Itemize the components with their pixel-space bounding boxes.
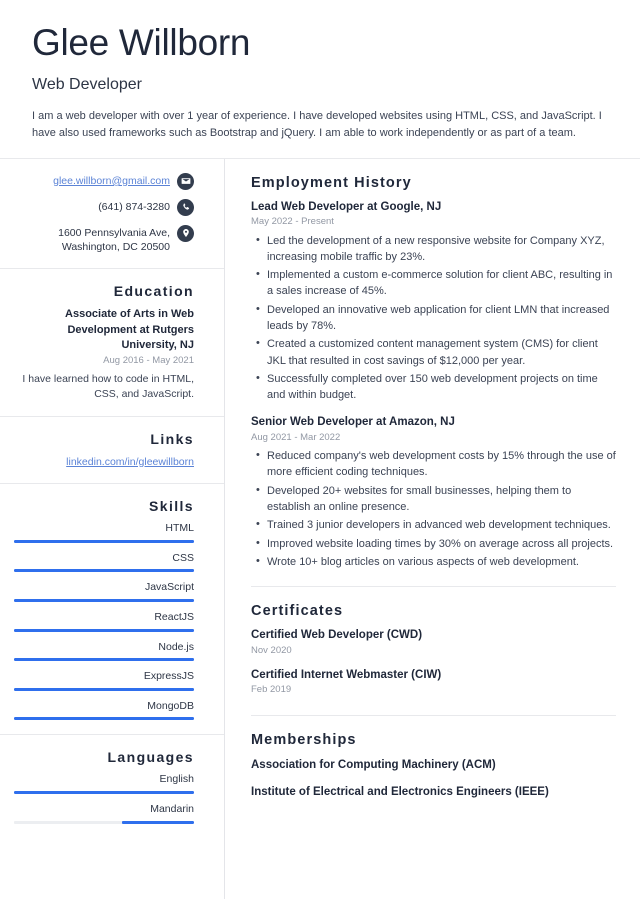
links-heading: Links (150, 430, 194, 447)
education-block (0, 269, 224, 416)
membership-item: Association for Computing Machinery (ACM) (251, 758, 496, 771)
skill-item (14, 522, 194, 543)
employment-entry-date: Aug 2021 - Mar 2022 (251, 431, 341, 443)
skill-fill (14, 688, 194, 691)
skill-fill (14, 569, 194, 572)
employment-entry-date: May 2022 - Present (251, 216, 334, 228)
contact-phone-row[interactable] (14, 199, 194, 216)
phone-icon (177, 199, 194, 216)
skill-fill (14, 658, 194, 661)
link-item[interactable]: linkedin.com/in/gleewillborn (66, 455, 194, 468)
skill-fill (14, 599, 194, 602)
certificates-list (251, 628, 616, 697)
employment-bullet: • Created a customized content management system (CMS) for client JKL that resulted in cost savings of $12,000 per year. (267, 336, 616, 369)
contact-email-value[interactable]: glee.willborn@gmail.com (53, 174, 170, 187)
language-track (14, 821, 194, 824)
skill-label: MongoDB (147, 699, 194, 712)
skill-track (14, 629, 194, 632)
envelope-icon (177, 173, 194, 190)
resume-body (0, 159, 640, 899)
language-track (14, 791, 194, 794)
contact-phone-value: (641) 874-3280 (98, 200, 170, 213)
language-item (14, 803, 194, 824)
contact-email-row[interactable] (14, 173, 194, 190)
skill-label: JavaScript (144, 581, 194, 594)
skill-track (14, 688, 194, 691)
language-item (14, 773, 194, 794)
skill-label: CSS (172, 551, 194, 564)
languages-heading: Languages (107, 749, 194, 766)
memberships-list (251, 757, 616, 800)
employment-entry (251, 415, 616, 570)
employment-bullet: • Improved website loading times by 30% on average across all projects. (267, 536, 616, 552)
employment-heading: Employment History (251, 174, 412, 191)
skill-fill (14, 629, 194, 632)
employment-list (251, 200, 616, 570)
employment-bullet: • Trained 3 junior developers in advanced web development techniques. (267, 517, 616, 533)
location-pin-icon (177, 225, 194, 242)
certificate-date: Feb 2019 (251, 684, 292, 696)
certificate-date: Nov 2020 (251, 644, 292, 656)
skill-item (14, 552, 194, 573)
language-label: Mandarin (150, 802, 194, 815)
languages-list (14, 773, 194, 823)
certificate-title: Certified Internet Webmaster (CIW) (251, 668, 442, 681)
skill-fill (14, 540, 194, 543)
employment-bullet: • Implemented a custom e-commerce solution for client ABC, resulting in a sales increase of 45%. (267, 267, 616, 300)
contact-address-row[interactable] (14, 225, 194, 254)
contact-block (0, 159, 224, 269)
skill-label: Node.js (158, 640, 194, 653)
skill-track (14, 599, 194, 602)
resume-header (0, 0, 640, 158)
employment-bullet: • Developed 20+ websites for small businesses, helping them to establish an online presence. (267, 483, 616, 516)
language-fill (122, 821, 194, 824)
employment-bullet: • Successfully completed over 150 web development projects on time and within budget. (267, 371, 616, 404)
skill-label: ReactJS (154, 610, 194, 623)
skills-list (14, 522, 194, 720)
education-degree: Associate of Arts in Web Development at Rutgers University, NJ (65, 308, 194, 351)
professional-summary: I am a web developer with over 1 year of experience. I have developed websites using HTML, CSS, and JavaScript. I have also used frameworks such as Bootstrap and jQuery. I am able to work independently or as part of a team. (32, 109, 602, 139)
skill-track (14, 717, 194, 720)
certificate-title: Certified Web Developer (CWD) (251, 629, 423, 642)
skill-item (14, 641, 194, 662)
contact-address-value: 1600 Pennsylvania Ave, Washington, DC 20500 (58, 226, 170, 253)
employment-entry (251, 200, 616, 404)
employment-bullet: • Developed an innovative web application for client LMN that increased leads by 78%. (267, 302, 616, 335)
skills-block (0, 484, 224, 735)
candidate-job-title: Web Developer (32, 75, 142, 93)
left-sidebar (0, 159, 225, 899)
skill-item (14, 581, 194, 602)
skill-label: ExpressJS (143, 670, 194, 683)
education-heading: Education (113, 283, 194, 300)
language-fill (14, 791, 194, 794)
certificate-entry (251, 628, 616, 657)
certificates-block (251, 587, 616, 716)
membership-item: Institute of Electrical and Electronics Engineers (IEEE) (251, 785, 549, 798)
skill-label: HTML (165, 522, 194, 535)
employment-bullet-list (251, 233, 616, 404)
education-date: Aug 2016 - May 2021 (103, 355, 194, 367)
employment-bullet-list (251, 448, 616, 570)
skill-item (14, 611, 194, 632)
links-block (0, 417, 224, 485)
certificate-entry (251, 668, 616, 697)
skill-track (14, 540, 194, 543)
skill-item (14, 670, 194, 691)
candidate-name: Glee Willborn (32, 22, 251, 63)
memberships-heading: Memberships (251, 731, 357, 748)
employment-entry-title: Senior Web Developer at Amazon, NJ (251, 416, 455, 429)
languages-block (0, 735, 224, 837)
employment-entry-title: Lead Web Developer at Google, NJ (251, 200, 442, 213)
skill-track (14, 658, 194, 661)
skill-item (14, 700, 194, 721)
skill-track (14, 569, 194, 572)
employment-bullet: • Wrote 10+ blog articles on various aspects of web development. (267, 554, 616, 570)
certificates-heading: Certificates (251, 603, 344, 620)
main-content (225, 159, 640, 899)
employment-block (251, 159, 616, 587)
memberships-block (251, 716, 616, 814)
employment-bullet: • Reduced company's web development costs by 15% through the use of more efficient coding techniques. (267, 448, 616, 481)
skill-fill (14, 717, 194, 720)
employment-bullet: • Led the development of a new responsive website for Company XYZ, increasing mobile traffic by 23%. (267, 233, 616, 266)
education-description: I have learned how to code in HTML, CSS, and JavaScript. (22, 372, 194, 400)
language-label: English (159, 773, 194, 786)
skills-heading: Skills (149, 498, 194, 515)
